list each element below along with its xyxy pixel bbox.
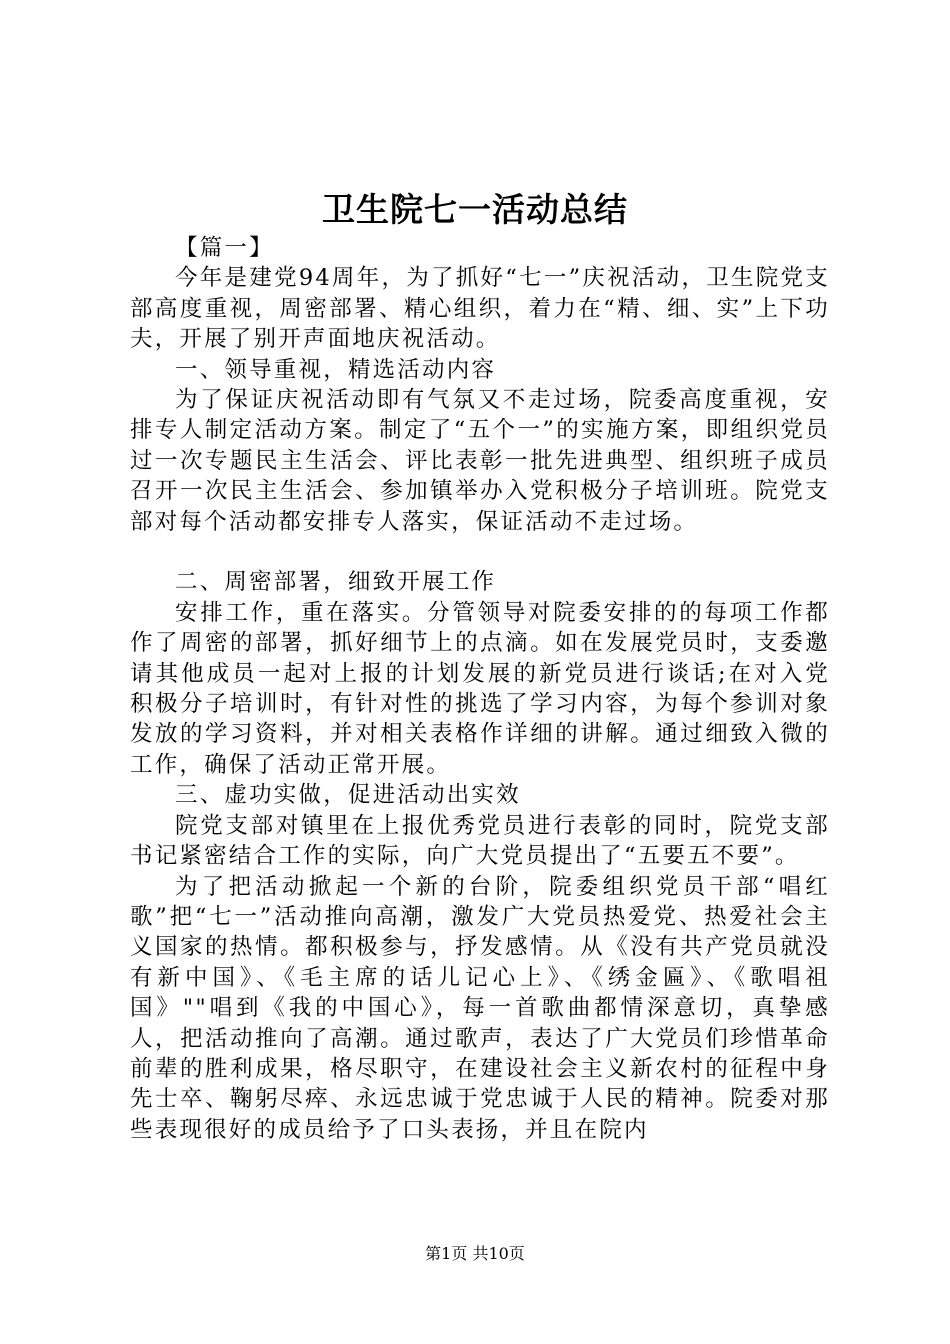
document-body: [130, 233, 830, 1145]
section-label: 【篇一】: [175, 235, 274, 261]
paragraph-one: 为了保证庆祝活动即有气氛又不走过场，院委高度重视，安排专人制定活动方案。制定了“五个一”的实施方案，即组织党员过一次专题民主生活会、评比表彰一批先进典型、组织班子成员召开一次民主生活会、参加镇举办入党积极分子培训班。院党支部对每个活动都安排专人落实，保证活动不走过场。: [130, 387, 830, 535]
paragraph-intro: 今年是建党94周年，为了抓好“七一”庆祝活动，卫生院党支部高度重视，周密部署、精心组织，着力在“精、细、实”上下功夫，开展了别开声面地庆祝活动。: [130, 265, 830, 353]
page-footer: 第1页 共10页: [425, 1244, 525, 1263]
heading-two: 二、周密部署，细致开展工作: [175, 569, 497, 596]
heading-one: 一、领导重视，精选活动内容: [175, 356, 497, 383]
heading-three: 三、虚功实做，促进活动出实效: [175, 782, 521, 809]
document-title: 卫生院七一活动总结: [322, 190, 628, 229]
paragraph-two: 安排工作，重在落实。分管领导对院委安排的的每项工作都作了周密的部署，抓好细节上的点滴。如在发展党员时，支委邀请其他成员一起对上报的计划发展的新党员进行谈话;在对入党积极分子培训时，有针对性的挑选了学习内容，为每个参训对象发放的学习资料，并对相关表格作详细的讲解。通过细致入微的工作，确保了活动正常开展。: [130, 599, 830, 778]
paragraph-three: 院党支部对镇里在上报优秀党员进行表彰的同时，院党支部书记紧密结合工作的实际，向广大党员提出了“五要五不要”。: [130, 812, 830, 870]
paragraph-four: 为了把活动掀起一个新的台阶，院委组织党员干部“唱红歌”把“七一”活动推向高潮，激发广大党员热爱党、热爱社会主义国家的热情。都积极参与，抒发感情。从《没有共产党员就没有新中国》、《毛主席的话儿记心上》、《绣金匾》、《歌唱祖国》""唱到《我的中国心》，每一首歌曲都情深意切，真挚感人，把活动推向了高潮。通过歌声，表达了广大党员们珍惜革命前辈的胜利成果，格尽职守，在建设社会主义新农村的征程中身先士卒、鞠躬尽瘁、永远忠诚于党忠诚于人民的精神。院委对那些表现很好的成员给予了口头表扬，并且在院内: [130, 873, 830, 1143]
